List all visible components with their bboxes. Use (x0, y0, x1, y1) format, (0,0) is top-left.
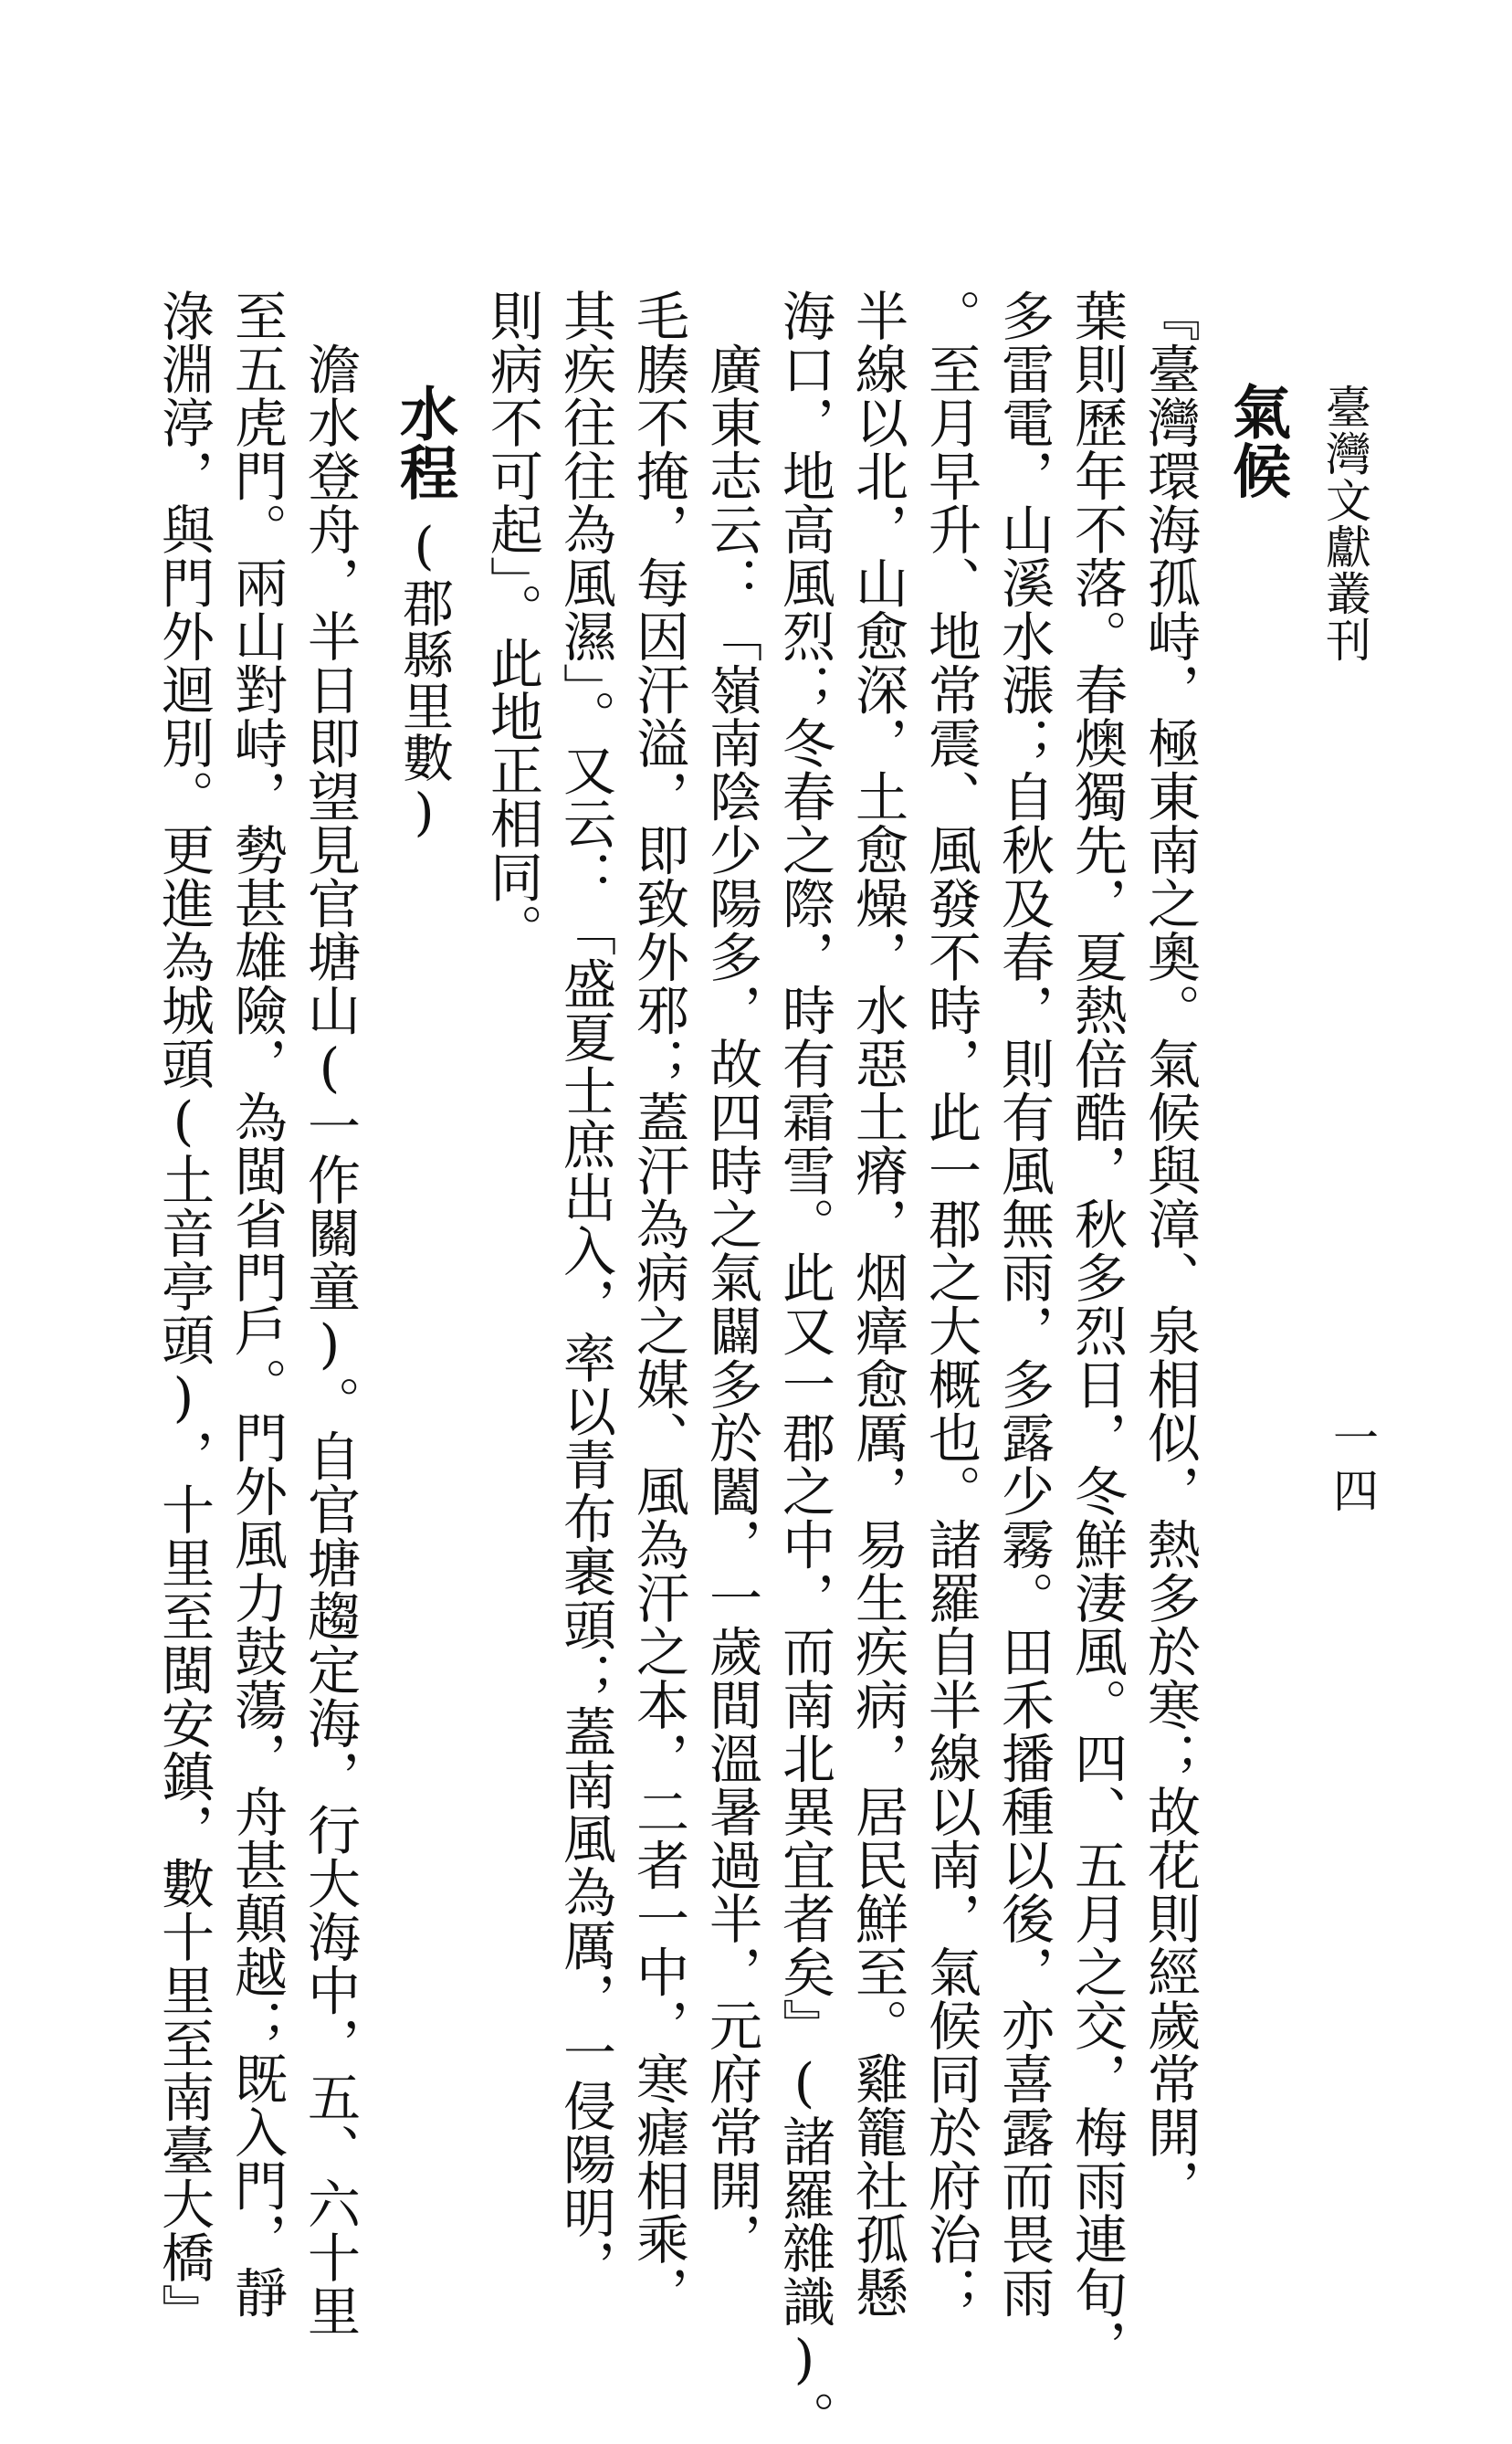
text-column: 多雷電，山溪水漲；自秋及春，則有風無雨，多露少霧。田禾播種以後，亦喜露而畏雨 (992, 289, 1055, 2319)
text-column: 『臺灣環海孤峙，極東南之奧。氣候與漳、泉相似，熱多於寒；故花則經歲常開， (1139, 289, 1201, 2212)
text-column: 至五虎門。兩山對峙，勢甚雄險，為閩省門戶。門外風力鼓蕩，舟甚顛越；既入門，靜 (226, 289, 288, 2319)
text-column: 葉則歷年不落。春燠獨先，夏熱倍酷，秋多烈日，冬鮮淒風。四、五月之交，梅雨連旬， (1066, 289, 1128, 2373)
running-title: 臺灣文獻叢刊 (1318, 384, 1371, 663)
section-heading-climate: 氣候 (1223, 382, 1291, 500)
text-column: 澹水登舟，半日即望見官塘山(一作關童)。自官塘趨定海，行大海中，五、六十里 (299, 289, 361, 2337)
page-number: 一四 (1326, 1414, 1379, 1520)
text-column: 則病不可起」。此地正相同。 (481, 289, 543, 957)
text-column: 。至月早升、地常震、風發不時，此一郡之大概也。諸羅自半線以南，氣候同於府治； (919, 289, 982, 2319)
text-column: 淥淵渟，與門外迴別。更進為城頭(土音亭頭)，十里至閩安鎮，數十里至南臺大橋』 (152, 289, 215, 2337)
section-heading-water-route: 水程 (390, 384, 458, 501)
text-column: 海口，地高風烈；冬春之際，時有霜雪。此又一郡之中，而南北異宜者矣』(諸羅雜識)。 (773, 289, 835, 2444)
section-subheading: (郡縣里數) (394, 517, 454, 843)
text-column: 其疾往往為風濕」。又云：「盛夏士庶出入，率以青布裹頭；蓋南風為厲，一侵陽明， (554, 289, 616, 2292)
text-column: 毛腠不掩，每因汗溢，即致外邪；蓋汗為病之媒、風為汗之本，二者一中，寒瘧相乘， (627, 289, 689, 2319)
text-column: 廣東志云：「嶺南陰少陽多，故四時之氣闢多於闔，一歲間溫暑過半，元府常開， (700, 289, 762, 2266)
text-column: 半線以北，山愈深，土愈燥，水惡土瘠，烟瘴愈厲，易生疾病，居民鮮至。雞籠社孤懸 (846, 289, 908, 2319)
